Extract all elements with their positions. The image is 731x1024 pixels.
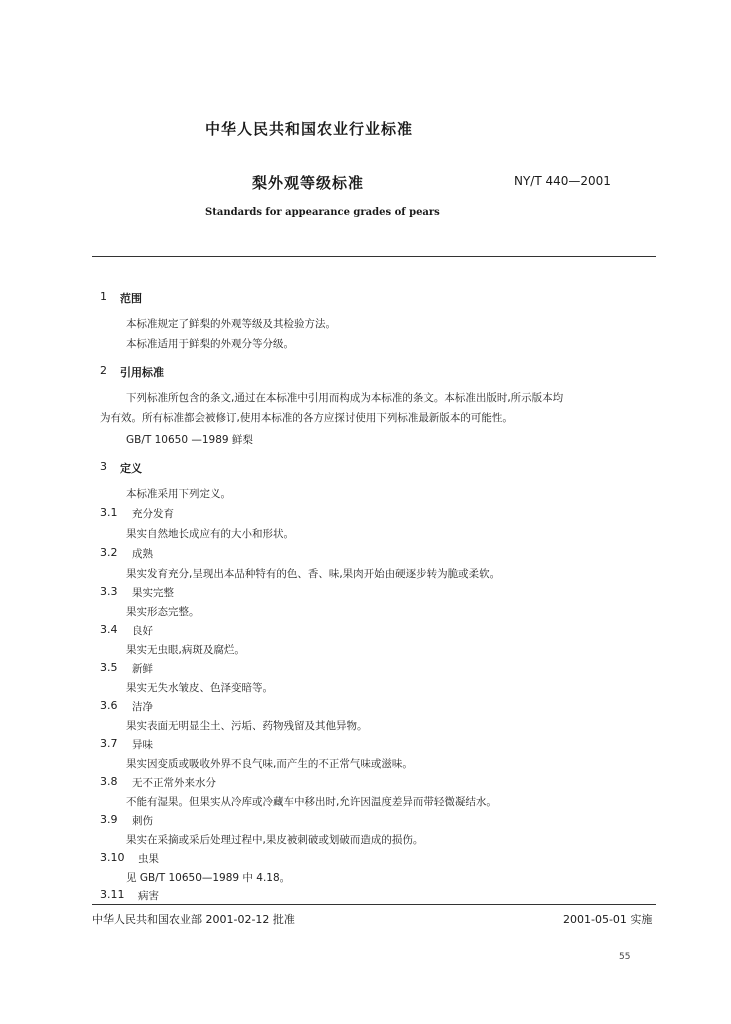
def-3-2-number: 3.2 [100,546,118,559]
def-3-4-term: 良好 [132,625,153,637]
def-3-3-number: 3.3 [100,585,118,598]
def-3-2-term: 成熟 [132,548,153,560]
def-3-8-number: 3.8 [100,775,118,788]
def-3-7-number: 3.7 [100,737,118,750]
section-2-para-1a: 下列标准所包含的条文,通过在本标准中引用而构成为本标准的条文。本标准出版时,所示版本均 [126,392,564,404]
def-3-7-text: 果实因变质或吸收外界不良气味,而产生的不正常气味或滋味。 [126,758,413,770]
def-3-7-term: 异味 [132,739,153,751]
def-3-9-text: 果实在采摘或采后处理过程中,果皮被刺破或划破而造成的损伤。 [126,834,424,846]
def-3-1-term: 充分发育 [132,508,174,520]
standard-title: 中华人民共和国农业行业标准 [205,120,414,138]
def-3-5-number: 3.5 [100,661,118,674]
page-number: 55 [619,952,631,962]
section-3-intro: 本标准采用下列定义。 [126,488,231,500]
def-3-9-term: 刺伤 [132,815,153,827]
section-1-para-1: 本标准规定了鲜梨的外观等级及其检验方法。 [126,318,336,330]
def-3-5-text: 果实无失水皱皮、色泽变暗等。 [126,682,273,694]
def-3-10-term: 虫果 [138,853,159,865]
def-3-6-number: 3.6 [100,699,118,712]
section-2-number: 2 [100,364,107,377]
header-divider [92,256,656,257]
section-3-title: 定义 [120,462,142,475]
def-3-11-number: 3.11 [100,888,125,901]
def-3-9-number: 3.9 [100,813,118,826]
def-3-4-text: 果实无虫眼,病斑及腐烂。 [126,644,245,656]
def-3-1-number: 3.1 [100,506,118,519]
section-2-title: 引用标准 [120,366,164,379]
issued-date: 中华人民共和国农业部 2001-02-12 批准 [92,913,295,926]
def-3-6-text: 果实表面无明显尘土、污垢、药物残留及其他异物。 [126,720,368,732]
def-3-8-text: 不能有湿果。但果实从冷库或冷藏车中移出时,允许因温度差异而带轻微凝结水。 [126,796,497,808]
section-1-para-2: 本标准适用于鲜梨的外观分等分级。 [126,338,294,350]
def-3-10-text: 见 GB/T 10650—1989 中 4.18。 [126,872,291,884]
def-3-3-text: 果实形态完整。 [126,606,200,618]
def-3-4-number: 3.4 [100,623,118,636]
section-2-para-1b: 为有效。所有标准都会被修订,使用本标准的各方应探讨使用下列标准最新版本的可能性。 [100,412,513,424]
doc-code: NY/T 440—2001 [514,174,611,188]
def-3-10-number: 3.10 [100,851,125,864]
def-3-6-term: 洁净 [132,701,153,713]
english-title: Standards for appearance grades of pears [205,207,440,218]
def-3-2-text: 果实发育充分,呈现出本品种特有的色、香、味,果肉开始由硬逐步转为脆或柔软。 [126,568,501,580]
section-2-reference: GB/T 10650 —1989 鲜梨 [126,434,253,446]
section-1-title: 范围 [120,292,142,305]
doc-title: 梨外观等级标准 [252,174,365,192]
def-3-11-term: 病害 [138,890,159,902]
section-1-number: 1 [100,290,107,303]
def-3-1-text: 果实自然地长成应有的大小和形状。 [126,528,294,540]
effective-date: 2001-05-01 实施 [563,913,653,926]
def-3-8-term: 无不正常外来水分 [132,777,216,789]
def-3-3-term: 果实完整 [132,587,174,599]
def-3-5-term: 新鲜 [132,663,153,675]
section-3-number: 3 [100,460,107,473]
footer-divider [92,904,656,905]
